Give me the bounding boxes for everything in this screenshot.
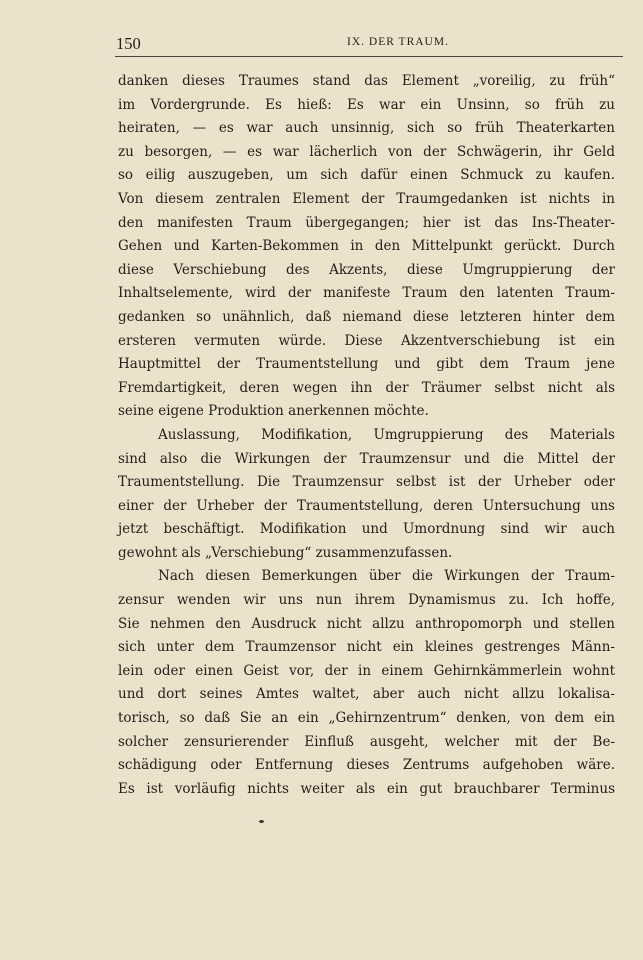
- header-rule: [115, 56, 623, 57]
- text-line: lein oder einen Geist vor, der in einem Gehirnkämmerlein wohnt: [118, 662, 615, 679]
- body-text: [118, 70, 615, 801]
- page-header: [115, 32, 625, 54]
- text-line: im Vordergrunde. Es hieß: Es war ein Unsinn, so früh zu: [118, 96, 615, 113]
- ink-speck: [259, 820, 264, 823]
- text-line: zensur wenden wir uns nun ihrem Dynamismus zu. Ich hoffe,: [118, 592, 615, 609]
- text-line: Es ist vorläufig nichts weiter als ein gut brauchbarer Terminus: [118, 780, 615, 797]
- text-line: Von diesem zentralen Element der Traumgedanken ist nichts in: [118, 190, 615, 207]
- text-line: danken dieses Traumes stand das Element „voreilig, zu früh“: [118, 73, 615, 89]
- text-line: zu besorgen, — es war lächerlich von der Schwägerin, ihr Geld: [118, 143, 615, 160]
- text-line: gedanken so unähnlich, daß niemand diese letzteren hinter dem: [118, 308, 615, 325]
- text-line: Inhaltselemente, wird der manifeste Traum den latenten Traum-: [118, 285, 615, 302]
- text-line: gewohnt als „Verschiebung“ zusammenzufassen.: [118, 544, 453, 561]
- text-line: seine eigene Produktion anerkennen möchte.: [118, 403, 429, 420]
- text-line: Hauptmittel der Traumentstellung und gibt dem Traum jene: [118, 356, 615, 373]
- text-line: jetzt beschäftigt. Modifikation und Umordnung sind wir auch: [118, 521, 615, 538]
- text-line: so eilig auszugeben, um sich dafür einen Schmuck zu kaufen.: [118, 167, 615, 184]
- text-line: einer der Urheber der Traumentstellung, deren Untersuchung uns: [118, 497, 615, 514]
- text-line: Traumentstellung. Die Traumzensur selbst ist der Urheber oder: [118, 474, 615, 491]
- text-line: solcher zensurierender Einfluß ausgeht, welcher mit der Be-: [118, 733, 615, 750]
- text-line: den manifesten Traum übergegangen; hier ist das Ins-Theater-: [118, 214, 615, 231]
- text-line: Gehen und Karten-Bekommen in den Mittelpunkt gerückt. Durch: [118, 238, 615, 255]
- text-line: Nach diesen Bemerkungen über die Wirkungen der Traum-: [158, 568, 615, 585]
- running-title: IX. DER TRAUM.: [347, 36, 449, 48]
- text-line: schädigung oder Entfernung dieses Zentrums aufgehoben wäre.: [118, 757, 615, 774]
- text-line: diese Verschiebung des Akzents, diese Umgruppierung der: [118, 261, 615, 278]
- page-number: 150: [116, 34, 141, 53]
- text-line: Sie nehmen den Ausdruck nicht allzu anthropomorph und stellen: [118, 615, 615, 632]
- text-line: und dort seines Amtes waltet, aber auch nicht allzu lokalisa-: [118, 686, 615, 703]
- text-line: sind also die Wirkungen der Traumzensur und die Mittel der: [118, 450, 615, 467]
- text-line: sich unter dem Traumzensor nicht ein kleines gestrenges Männ-: [118, 639, 615, 656]
- text-line: Auslassung, Modifikation, Umgruppierung des Materials: [158, 426, 615, 443]
- text-line: torisch, so daß Sie an ein „Gehirnzentrum“ denken, von dem ein: [118, 710, 615, 727]
- text-line: ersteren vermuten würde. Diese Akzentverschiebung ist ein: [118, 332, 615, 349]
- text-line: Fremdartigkeit, deren wegen ihn der Träumer selbst nicht als: [118, 379, 615, 396]
- text-line: heiraten, — es war auch unsinnig, sich so früh Theaterkarten: [118, 120, 615, 137]
